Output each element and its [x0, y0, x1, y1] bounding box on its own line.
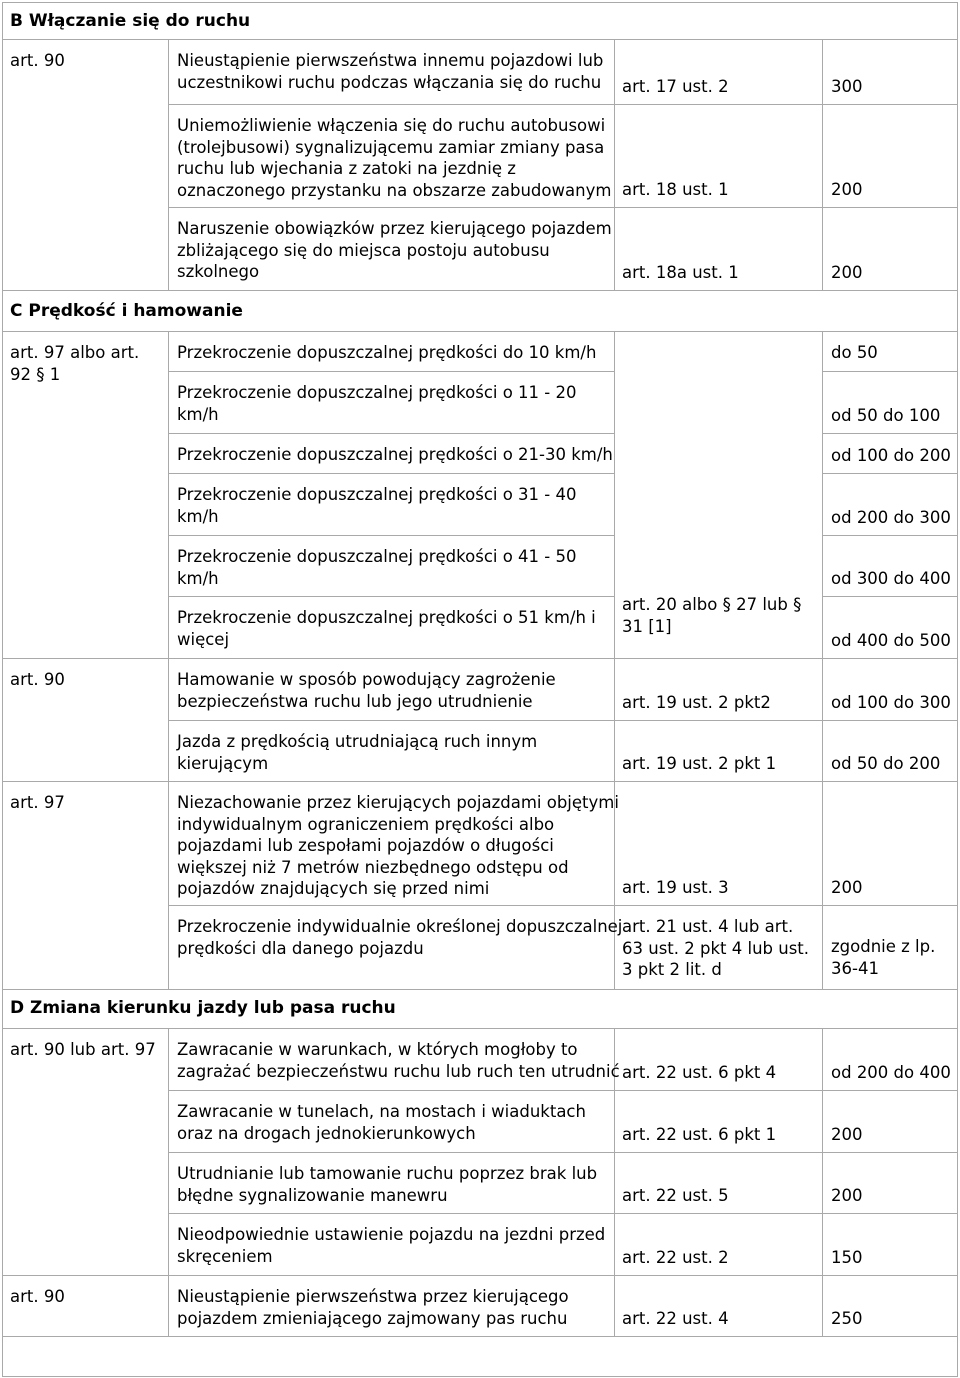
column-divider [2, 2, 3, 1376]
legal-basis: art. 19 ust. 3 [622, 877, 729, 897]
offense-description: bezpieczeństwa ruchu lub jego utrudnienie [177, 691, 533, 711]
fine-amount: 200 [831, 262, 863, 282]
row-divider [2, 39, 958, 40]
offense-description: Hamowanie w sposób powodujący zagrożenie [177, 670, 556, 689]
row-divider [168, 371, 614, 372]
row-divider [614, 781, 822, 782]
offense-description: Przekroczenie dopuszczalnej prędkości o 21-30 km/h [177, 445, 613, 464]
legal-basis: 3 pkt 2 lit. d [622, 960, 722, 979]
row-divider [822, 371, 958, 372]
article-ref: art. 90 [10, 51, 65, 70]
legal-basis: art. 21 ust. 4 lub art. [622, 917, 794, 936]
column-divider [168, 1028, 169, 1336]
legal-basis: art. 19 ust. 2 pkt2 [622, 692, 771, 712]
offense-description: (trolejbusowi) sygnalizującemu zamiar zmiany pasa [177, 137, 605, 157]
row-divider [822, 433, 958, 434]
offense-description: błędne sygnalizowanie manewru [177, 1185, 448, 1205]
offense-description: Naruszenie obowiązków przez kierującego pojazdem [177, 219, 612, 238]
legal-basis: art. 20 albo § 27 lub § [622, 595, 802, 614]
column-divider [614, 104, 615, 207]
legal-basis: art. 17 ust. 2 [622, 76, 729, 96]
offense-description: skręceniem [177, 1246, 273, 1266]
offense-description: Uniemożliwienie włączenia się do ruchu autobusowi [177, 116, 606, 135]
offense-description: Zawracanie w warunkach, w których mogłoby to [177, 1040, 578, 1059]
fine-amount: 200 [831, 1124, 863, 1144]
fine-amount: zgodnie z lp. [831, 937, 936, 956]
fine-amount: 250 [831, 1308, 863, 1328]
offense-description: Przekroczenie dopuszczalnej prędkości do 10 km/h [177, 343, 597, 362]
legal-basis: art. 22 ust. 4 [622, 1308, 729, 1328]
row-divider [822, 720, 958, 721]
section-heading: D Zmiana kierunku jazdy lub pasa ruchu [10, 998, 396, 1018]
legal-basis: art. 22 ust. 6 pkt 1 [622, 1124, 777, 1144]
row-divider [168, 596, 614, 597]
row-divider [168, 535, 614, 536]
legal-basis: art. 22 ust. 6 pkt 4 [622, 1062, 777, 1082]
column-divider [822, 331, 823, 989]
row-divider [2, 1376, 958, 1377]
offense-description: Niezachowanie przez kierujących pojazdami objętymi [177, 793, 619, 812]
offense-description: pojazdami lub zespołami pojazdów o długości [177, 836, 554, 855]
row-divider [822, 658, 958, 659]
row-divider [168, 104, 958, 105]
legal-basis: 63 ust. 2 pkt 4 lub ust. [622, 938, 810, 958]
offense-description: więcej [177, 629, 230, 649]
offense-description: km/h [177, 506, 219, 526]
offense-description: Przekroczenie dopuszczalnej prędkości o 31 - 40 [177, 485, 577, 504]
legal-basis: 31 [1] [622, 616, 672, 636]
offense-description: ruchu lub wjechania z zatoki na jezdnię z [177, 159, 516, 178]
offense-description: Nieustąpienie pierwszeństwa innemu pojazdowi lub [177, 51, 604, 70]
offense-description: oraz na drogach jednokierunkowych [177, 1123, 476, 1143]
row-divider [168, 905, 614, 906]
row-divider [822, 905, 958, 906]
column-divider [614, 331, 615, 989]
offense-description: pojazdów znajdujących się przed nimi [177, 879, 490, 898]
fine-amount: od 400 do 500 [831, 630, 951, 650]
row-divider [168, 658, 614, 659]
row-divider [614, 658, 822, 659]
offense-description: zbliżającego się do miejsca postoju autobusu [177, 240, 550, 260]
row-divider [2, 1336, 958, 1337]
row-divider [168, 473, 614, 474]
column-divider [822, 39, 823, 104]
column-divider [822, 1028, 823, 1336]
row-divider [168, 1090, 958, 1091]
offense-description: Przekroczenie indywidualnie określonej dopuszczalnej [177, 917, 623, 936]
fine-amount: od 50 do 100 [831, 405, 941, 425]
offense-description: uczestnikowi ruchu podczas włączania się do ruchu [177, 72, 602, 92]
legal-basis: art. 18a ust. 1 [622, 262, 739, 282]
offense-description: szkolnego [177, 262, 260, 281]
article-ref: art. 97 albo art. [10, 343, 140, 362]
fine-amount: 300 [831, 76, 863, 96]
section-heading: B Włączanie się do ruchu [10, 11, 251, 31]
row-divider [168, 1275, 958, 1276]
row-divider [168, 720, 614, 721]
article-ref: 92 § 1 [10, 364, 61, 384]
offense-description: prędkości dla danego pojazdu [177, 938, 424, 958]
article-ref: art. 90 lub art. 97 [10, 1040, 156, 1059]
article-ref: art. 97 [10, 793, 65, 812]
column-divider [168, 331, 169, 989]
section-heading: C Prędkość i hamowanie [10, 301, 243, 321]
offense-description: Utrudnianie lub tamowanie ruchu poprzez brak lub [177, 1164, 598, 1183]
offense-description: Zawracanie w tunelach, na mostach i wiaduktach [177, 1102, 586, 1121]
row-divider [822, 473, 958, 474]
fine-amount: od 100 do 300 [831, 692, 951, 712]
fine-amount: 200 [831, 877, 863, 897]
offense-description: Przekroczenie dopuszczalnej prędkości o 11 - 20 [177, 383, 577, 402]
offense-description: większej niż 7 metrów niezbędnego odstępu od [177, 857, 569, 877]
fine-amount: 150 [831, 1247, 863, 1267]
offense-description: Jazda z prędkością utrudniającą ruch innym [177, 732, 538, 751]
offense-description: Przekroczenie dopuszczalnej prędkości o 41 - 50 [177, 547, 577, 566]
fine-amount: do 50 [831, 343, 878, 362]
fine-amount: 200 [831, 179, 863, 199]
row-divider [2, 989, 958, 990]
fine-amount: 200 [831, 1185, 863, 1205]
fine-amount: od 300 do 400 [831, 568, 951, 588]
row-divider [822, 781, 958, 782]
row-divider [2, 2, 958, 3]
row-divider [168, 781, 614, 782]
offense-description: km/h [177, 568, 219, 588]
legal-basis: art. 22 ust. 2 [622, 1247, 729, 1267]
offense-description: zagrażać bezpieczeństwu ruchu lub ruch ten utrudnić [177, 1061, 620, 1081]
fine-amount: od 200 do 400 [831, 1062, 951, 1082]
row-divider [168, 1213, 958, 1214]
row-divider [2, 331, 958, 332]
row-divider [168, 207, 958, 208]
offense-description: oznaczonego przystanku na obszarze zabudowanym [177, 180, 612, 200]
legal-basis: art. 18 ust. 1 [622, 179, 729, 199]
column-divider [168, 39, 169, 290]
row-divider [614, 720, 822, 721]
offense-description: indywidualnym ograniczeniem prędkości albo [177, 814, 555, 834]
column-divider [614, 39, 615, 104]
fine-amount: od 100 do 200 [831, 445, 951, 465]
article-ref: art. 90 [10, 670, 65, 689]
offense-description: Przekroczenie dopuszczalnej prędkości o 51 km/h i [177, 608, 596, 627]
column-divider [957, 2, 958, 1376]
row-divider [822, 596, 958, 597]
row-divider [822, 535, 958, 536]
row-divider [2, 1028, 958, 1029]
offense-description: Nieodpowiednie ustawienie pojazdu na jezdni przed [177, 1225, 606, 1244]
row-divider [614, 905, 822, 906]
fine-amount: od 50 do 200 [831, 753, 941, 773]
offense-description: pojazdem zmieniającego zajmowany pas ruchu [177, 1308, 568, 1328]
legal-basis: art. 19 ust. 2 pkt 1 [622, 753, 777, 773]
column-divider [614, 207, 615, 290]
legal-basis: art. 22 ust. 5 [622, 1185, 729, 1205]
column-divider [822, 207, 823, 290]
offense-description: km/h [177, 404, 219, 424]
offense-description: Nieustąpienie pierwszeństwa przez kierującego [177, 1287, 569, 1306]
column-divider [822, 104, 823, 207]
row-divider [168, 1152, 958, 1153]
row-divider [2, 290, 958, 291]
row-divider [168, 433, 614, 434]
offense-description: kierującym [177, 753, 269, 773]
article-ref: art. 90 [10, 1287, 65, 1306]
fine-amount: od 200 do 300 [831, 507, 951, 527]
fine-amount: 36-41 [831, 958, 879, 978]
